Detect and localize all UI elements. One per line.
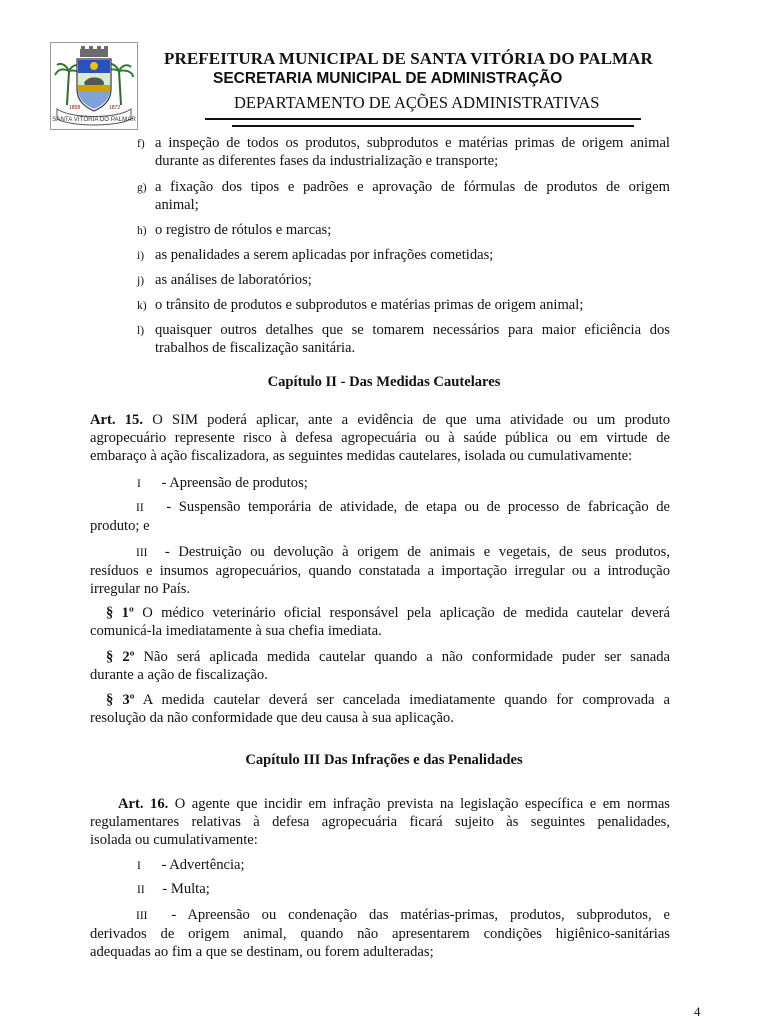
list-marker: h) xyxy=(137,225,147,237)
penalty-item-text: - Multa; xyxy=(162,881,210,897)
paragraph-2-text: Não será aplicada medida cautelar quando a não conformidade puder ser sanada xyxy=(143,649,670,665)
measure-item-1 xyxy=(137,474,308,493)
list-item-h xyxy=(137,221,670,239)
paragraph-3-label: § 3º xyxy=(106,692,135,708)
list-item-l xyxy=(137,321,670,357)
list-item-text: as penalidades a serem aplicadas por infrações cometidas; xyxy=(155,247,494,263)
paragraph-3 xyxy=(90,691,670,727)
list-item-text: as análises de laboratórios; xyxy=(155,272,312,288)
crest-motto-text: SANTA VITÓRIA DO PALMAR xyxy=(52,116,136,123)
art-15-text: agropecuário represente risco à defesa agropecuária ou à saúde pública ou em virtude de xyxy=(90,430,670,446)
penalty-item-text: - Advertência; xyxy=(161,857,245,873)
list-item-text: durante as diferentes fases da industrialização e transporte; xyxy=(155,153,499,169)
art-15-paragraph xyxy=(90,411,670,465)
art-16-text: regulamentares relativas à defesa agropecuária ficará sujeito às seguintes penalidades, xyxy=(90,814,670,830)
list-item-text: animal; xyxy=(155,197,199,213)
list-item-text: o trânsito de produtos e subprodutos e matérias primas de origem animal; xyxy=(155,297,584,313)
list-item-text: o registro de rótulos e marcas; xyxy=(155,222,332,238)
chapter-3-title: Capítulo III Das Infrações e das Penalidades xyxy=(245,752,523,768)
list-item-j xyxy=(137,271,670,289)
paragraph-2-label: § 2º xyxy=(106,649,135,665)
list-item-g xyxy=(137,178,670,214)
list-marker: i) xyxy=(137,250,145,262)
list-item-text: quaisquer outros detalhes que se tomarem necessários para maior eficiência dos xyxy=(155,322,670,338)
header-rule-bottom xyxy=(232,125,634,127)
list-marker: g) xyxy=(137,182,147,194)
paragraph-3-text: resolução da não conformidade que deu causa à sua aplicação. xyxy=(90,710,454,726)
measure-item-3 xyxy=(90,543,670,598)
list-marker: k) xyxy=(137,300,147,312)
measure-item-text: irregular no País. xyxy=(90,581,191,597)
penalty-item-text: derivados de origem animal, quando não apresentarem condições higiênico-sanitárias xyxy=(90,926,670,942)
header-prefeitura: PREFEITURA MUNICIPAL DE SANTA VITÓRIA DO PALMAR xyxy=(164,49,653,68)
municipal-crest-logo xyxy=(50,42,138,130)
measure-item-text: resíduos e insumos agropecuários, quando constatada a importação irregular ou a introdução xyxy=(90,563,670,579)
roman-numeral: III xyxy=(136,547,148,559)
art-15-text: O SIM poderá aplicar, ante a evidência de que uma atividade ou um produto xyxy=(152,412,670,428)
list-item-f xyxy=(137,134,670,170)
roman-numeral: II xyxy=(136,502,144,514)
paragraph-1-label: § 1º xyxy=(106,605,134,621)
measure-item-text: - Suspensão temporária de atividade, de etapa ou de processo de fabricação de xyxy=(166,499,670,515)
header-departamento: DEPARTAMENTO DE AÇÕES ADMINISTRATIVAS xyxy=(234,93,600,112)
list-marker: l) xyxy=(137,325,145,337)
svg-text:1872: 1872 xyxy=(109,105,121,111)
penalty-item-text: - Apreensão ou condenação das matérias-primas, produtos, subprodutos, e xyxy=(171,907,670,923)
measure-item-2 xyxy=(90,498,670,535)
roman-numeral: I xyxy=(137,478,141,490)
paragraph-2 xyxy=(90,648,670,684)
paragraph-1-text: O médico veterinário oficial responsável pela aplicação de medida cautelar deverá xyxy=(142,605,671,621)
header-secretaria: SECRETARIA MUNICIPAL DE ADMINISTRAÇÃO xyxy=(213,70,563,87)
list-item-k xyxy=(137,296,670,314)
list-item-i xyxy=(137,246,670,264)
art-16-paragraph xyxy=(90,795,670,849)
paragraph-2-text: durante a ação de fiscalização. xyxy=(90,667,268,683)
chapter-2-title: Capítulo II - Das Medidas Cautelares xyxy=(267,374,501,390)
art-16-label: Art. 16. xyxy=(118,796,169,812)
list-item-text: a fixação dos tipos e padrões e aprovação de fórmulas de produtos de origem xyxy=(155,179,670,195)
list-item-text: a inspeção de todos os produtos, subprodutos e matérias primas de origem animal xyxy=(155,135,670,151)
coat-of-arms-icon xyxy=(51,43,137,129)
svg-text:1858: 1858 xyxy=(69,105,81,111)
measure-item-text: produto; e xyxy=(90,518,150,534)
list-marker: j) xyxy=(137,275,145,287)
measure-item-text: - Apreensão de produtos; xyxy=(161,475,308,491)
penalty-item-1 xyxy=(137,856,245,875)
paragraph-3-text: A medida cautelar deverá ser cancelada imediatamente quando for comprovada a xyxy=(142,692,671,708)
roman-numeral: I xyxy=(137,860,141,872)
roman-numeral: II xyxy=(137,884,145,896)
art-16-text: O agente que incidir em infração prevista na legislação específica e em normas xyxy=(174,796,670,812)
page-number: 4 xyxy=(694,1004,701,1019)
roman-numeral: III xyxy=(136,910,148,922)
paragraph-1 xyxy=(90,604,670,640)
art-15-label: Art. 15. xyxy=(90,412,143,428)
art-15-text: embaraço à ação fiscalizadora, as seguintes medidas cautelares, isolada ou cumulativamente: xyxy=(90,448,633,464)
list-marker: f) xyxy=(137,138,145,150)
paragraph-1-text: comunicá-la imediatamente à sua chefia imediata. xyxy=(90,623,382,639)
measure-item-text: - Destruição ou devolução à origem de animais e vegetais, de seus produtos, xyxy=(164,544,670,560)
header-rule-top xyxy=(205,118,641,120)
penalty-item-3 xyxy=(90,906,670,961)
penalty-item-text: adequadas ao fim a que se destinam, ou forem adulteradas; xyxy=(90,944,434,960)
penalty-item-2 xyxy=(137,880,210,899)
art-16-text: isolada ou cumulativamente: xyxy=(90,832,258,848)
list-item-text: trabalhos de fiscalização sanitária. xyxy=(155,340,356,356)
